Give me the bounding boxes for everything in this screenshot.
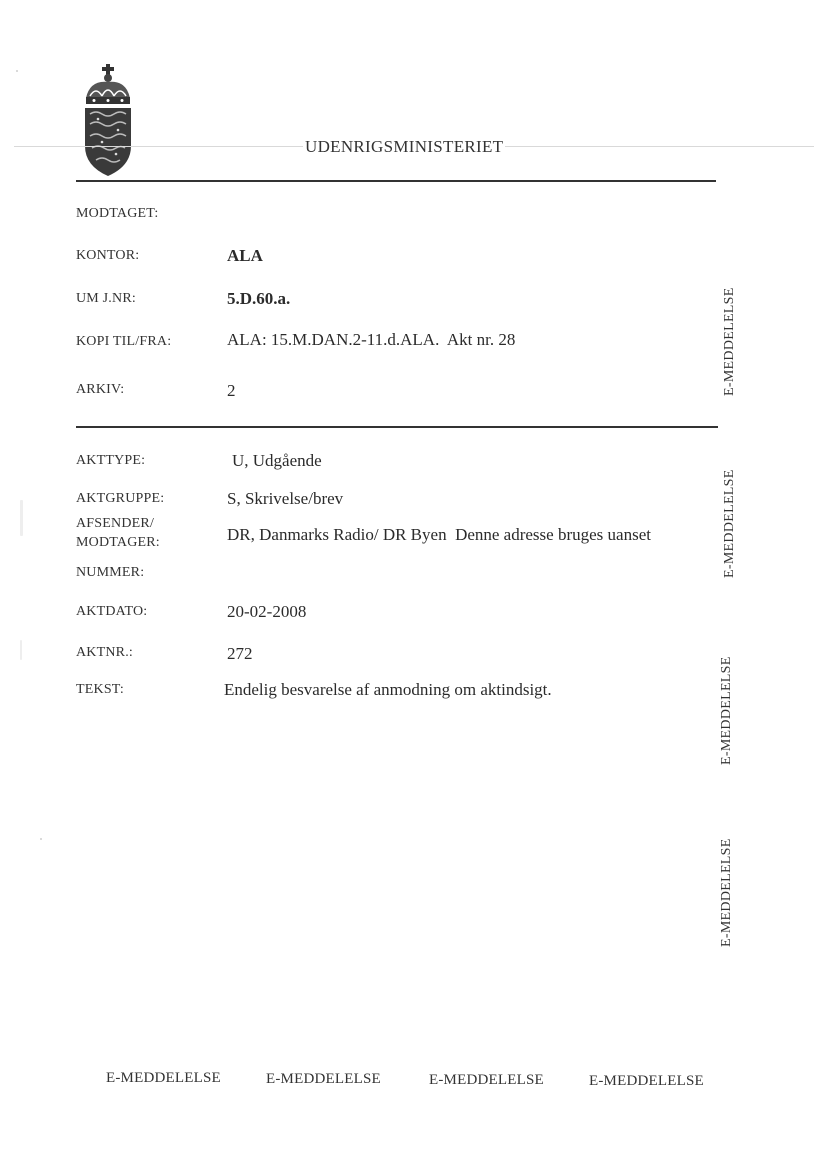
aktnr-label: AKTNR.: — [76, 645, 134, 660]
ministry-title: UDENRIGSMINISTERIET — [305, 137, 504, 156]
kopi-label: KOPI TIL/FRA: — [76, 334, 172, 349]
scan-speck — [16, 70, 18, 72]
umjnr-value: 5.D.60.a. — [227, 289, 291, 308]
royal-coat-of-arms-icon — [80, 62, 136, 180]
side-stamp-2: E-MEDDELELSE — [722, 469, 737, 578]
modtaget-label: MODTAGET: — [76, 206, 159, 221]
nummer-label: NUMMER: — [76, 565, 145, 580]
side-stamp-1: E-MEDDELELSE — [722, 287, 737, 396]
kontor-label: KONTOR: — [76, 248, 140, 263]
footer-stamp-2: E-MEDDELELSE — [266, 1071, 381, 1087]
section-rule — [76, 426, 718, 428]
side-stamp-3: E-MEDDELELSE — [719, 656, 734, 765]
kontor-value: ALA — [227, 246, 263, 265]
footer-stamp-3: E-MEDDELELSE — [429, 1072, 544, 1088]
footer-stamp-4: E-MEDDELELSE — [589, 1073, 704, 1089]
afsender-value: DR, Danmarks Radio/ DR Byen Denne adresse bruges uanset — [227, 525, 651, 544]
tekst-label: TEKST: — [76, 682, 124, 697]
modtager-label: MODTAGER: — [76, 535, 160, 550]
scan-speck — [20, 640, 22, 660]
kopi-value: ALA: 15.M.DAN.2-11.d.ALA. Akt nr. 28 — [227, 330, 516, 349]
arkiv-value: 2 — [227, 381, 236, 400]
aktgruppe-label: AKTGRUPPE: — [76, 491, 165, 506]
aktdato-value: 20-02-2008 — [227, 602, 307, 621]
akttype-label: AKTTYPE: — [76, 453, 146, 468]
side-stamp-4: E-MEDDELELSE — [719, 838, 734, 947]
arkiv-label: ARKIV: — [76, 382, 125, 397]
footer-stamp-1: E-MEDDELELSE — [106, 1070, 221, 1086]
akttype-value: U, Udgående — [232, 451, 322, 470]
umjnr-label: UM J.NR: — [76, 291, 136, 306]
afsender-label: AFSENDER/ — [76, 516, 155, 531]
scan-speck — [40, 838, 42, 840]
header-rule — [76, 180, 716, 182]
aktgruppe-value: S, Skrivelse/brev — [227, 489, 344, 508]
tekst-value: Endelig besvarelse af anmodning om aktindsigt. — [224, 680, 552, 699]
scan-speck — [20, 500, 23, 536]
aktnr-value: 272 — [227, 644, 253, 663]
aktdato-label: AKTDATO: — [76, 604, 148, 619]
